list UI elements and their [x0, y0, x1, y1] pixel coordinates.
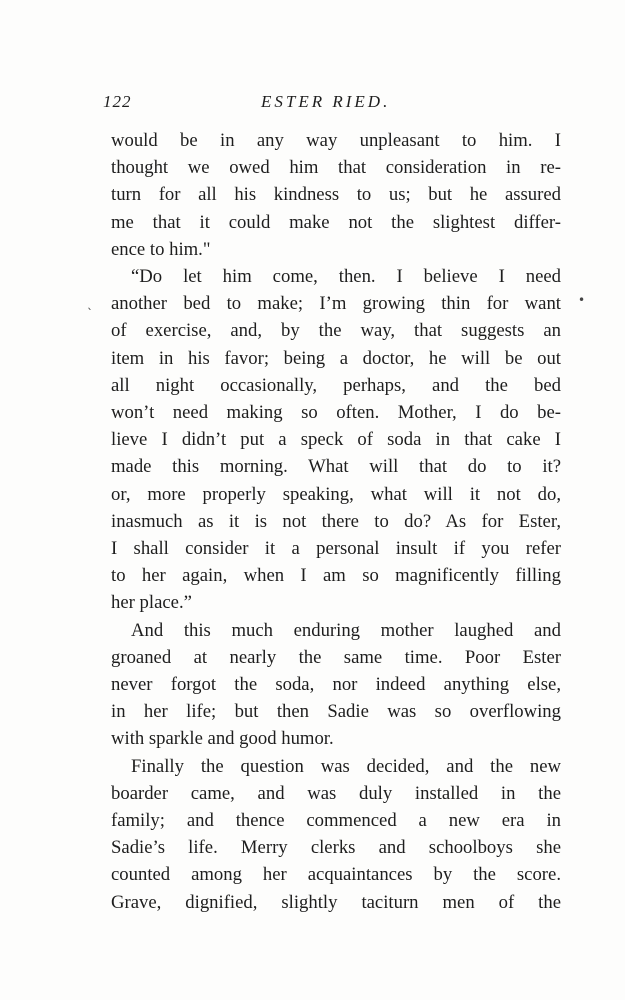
text-line: family; and thence commenced a new era in	[111, 810, 561, 832]
text-line: inasmuch as it is not there to do? As for Ester,	[111, 510, 561, 532]
body-text	[111, 127, 561, 916]
book-title: ESTER RIED.	[261, 92, 391, 111]
text-line: to her again, when I am so magnificently filling	[111, 565, 561, 587]
text-line: thought we owed him that consideration in re-	[111, 157, 561, 179]
text-line: of exercise, and, by the way, that suggests an	[111, 320, 561, 342]
paragraph-start-line: “Do let him come, then. I believe I need	[131, 266, 561, 288]
margin-dot-mark: •	[578, 293, 586, 307]
text-line: her place.”	[111, 592, 192, 614]
text-line: item in his favor; being a doctor, he will be out	[111, 347, 561, 369]
text-line: all night occasionally, perhaps, and the bed	[111, 374, 561, 396]
paragraph-start-line: And this much enduring mother laughed and	[131, 619, 561, 641]
text-line: made this morning. What will that do to it?	[111, 456, 561, 478]
text-line: or, more properly speaking, what will it not do,	[111, 483, 561, 505]
text-line: me that it could make not the slightest differ-	[111, 211, 561, 233]
running-head	[103, 92, 539, 118]
text-line: never forgot the soda, nor indeed anything else,	[111, 674, 561, 696]
text-line: lieve I didn’t put a speck of soda in that cake I	[111, 429, 561, 451]
text-line: won’t need making so often. Mother, I do be-	[111, 402, 561, 424]
text-line: counted among her acquaintances by the score.	[111, 864, 561, 886]
text-line: in her life; but then Sadie was so overflowing	[111, 701, 561, 723]
text-line: I shall consider it a personal insult if you refer	[111, 538, 561, 560]
text-line: Sadie’s life. Merry clerks and schoolboys she	[111, 837, 561, 859]
text-line: Grave, dignified, slightly taciturn men of the	[111, 891, 561, 913]
text-line: turn for all his kindness to us; but he assured	[111, 184, 561, 206]
page-number: 122	[103, 92, 132, 111]
text-line: ence to him."	[111, 238, 211, 260]
text-line: with sparkle and good humor.	[111, 728, 334, 750]
paragraph-start-line: Finally the question was decided, and the new	[131, 755, 561, 777]
text-line: boarder came, and was duly installed in the	[111, 782, 561, 804]
margin-tick-mark: ˎ	[87, 296, 93, 310]
text-line: would be in any way unpleasant to him. I	[111, 130, 561, 151]
text-line: groaned at nearly the same time. Poor Ester	[111, 646, 561, 668]
text-line: another bed to make; I’m growing thin for want	[111, 293, 561, 315]
